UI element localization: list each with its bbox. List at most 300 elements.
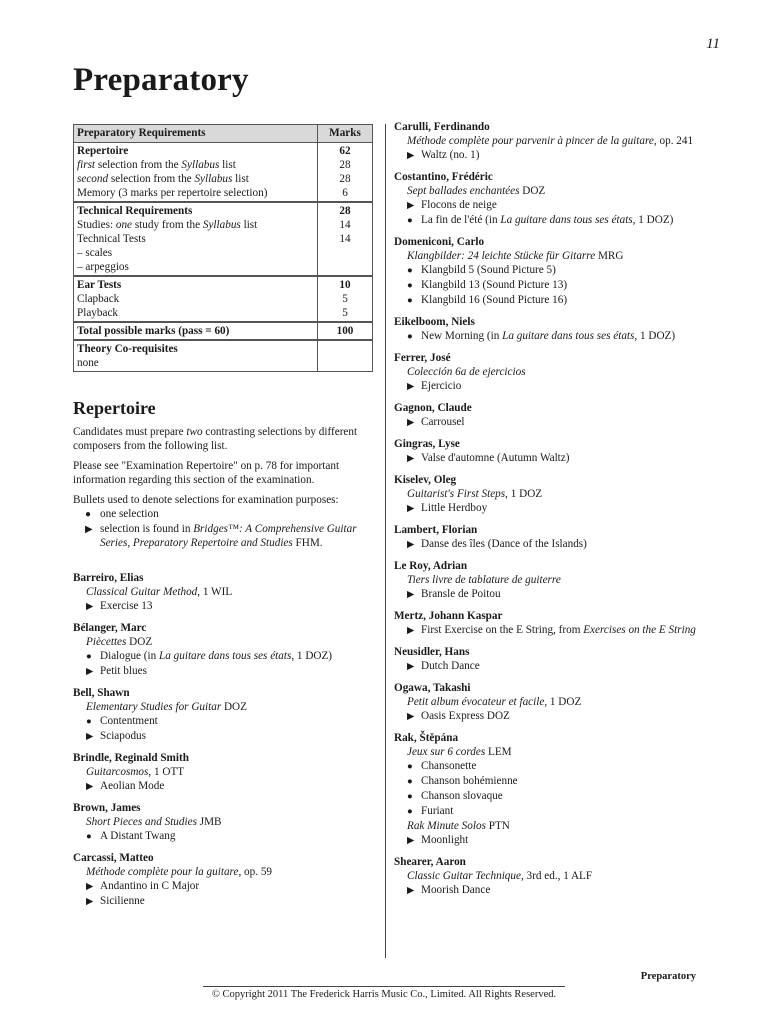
composer-name: Eikelboom, Niels <box>394 316 475 328</box>
triangle-icon: ▶ <box>86 882 94 892</box>
first-selection-marks: 28 <box>339 159 351 171</box>
source-title: Jeux sur 6 cordes <box>407 746 486 758</box>
source-line <box>73 585 378 599</box>
source-line <box>394 869 719 883</box>
repertoire-requirement-title: Repertoire <box>77 145 129 157</box>
piece-title <box>421 213 719 227</box>
source-line <box>394 573 719 587</box>
triangle-icon: ▶ <box>407 382 415 392</box>
source-title: Classical Guitar Method <box>86 586 198 598</box>
piece-item <box>73 649 378 664</box>
source-title: Méthode complète pour la guitare <box>86 866 239 878</box>
table-row <box>74 202 373 276</box>
repertoire-intro <box>73 425 378 550</box>
triangle-icon: ▶ <box>407 590 415 600</box>
repertoire-marks-cell <box>318 143 373 203</box>
legend-one-text: one selection <box>100 508 159 520</box>
technical-marks: 28 <box>339 205 351 217</box>
total-marks-cell <box>318 322 373 340</box>
intro-paragraph: Bullets used to denote selections for examination purposes: <box>73 494 339 506</box>
clapback-line: Clapback <box>77 293 120 305</box>
composer-name: Shearer, Aaron <box>394 856 466 868</box>
piece-text: Klangbild 16 (Sound Picture 16) <box>421 294 568 306</box>
piece-item <box>394 833 719 848</box>
studies-c: study from the <box>132 219 203 231</box>
composer-entry <box>73 571 378 614</box>
legend-bridges <box>73 522 378 550</box>
source-line <box>73 635 378 649</box>
composer-entry <box>394 401 719 430</box>
piece-text: New Morning (in <box>421 330 503 342</box>
piece-item <box>394 789 719 804</box>
piece-item <box>73 779 378 794</box>
source-title: Tiers livre de tablature de guiterre <box>407 574 561 586</box>
legend-bridges-a: selection is found in <box>100 523 194 535</box>
table-row <box>74 143 373 203</box>
composer-entry <box>73 621 378 679</box>
composer-name: Ogawa, Takashi <box>394 682 471 694</box>
repertoire-marks: 62 <box>339 145 351 157</box>
technical-marks-cell <box>318 202 373 276</box>
memory-marks: 6 <box>342 187 348 199</box>
theory-title: Theory Co-requisites <box>77 343 178 355</box>
composer-name: Carcassi, Matteo <box>73 852 154 864</box>
piece-title <box>421 587 719 601</box>
theory-cell <box>74 340 318 372</box>
composer-entry <box>394 235 719 308</box>
source-details: , 1 WIL <box>197 586 233 598</box>
total-cell <box>74 322 318 340</box>
piece-item <box>394 198 719 213</box>
bullet-icon: ● <box>407 762 413 772</box>
first-selection-c: Syllabus <box>181 159 220 171</box>
triangle-icon: ▶ <box>407 151 415 161</box>
piece-title <box>421 501 719 515</box>
requirements-header: Preparatory Requirements <box>74 125 318 143</box>
source-details: , 1 DOZ <box>544 696 582 708</box>
piece-text: Klangbild 13 (Sound Picture 13) <box>421 279 568 291</box>
piece-text: Dutch Dance <box>421 660 480 672</box>
piece-title <box>100 664 378 678</box>
second-selection-a: second <box>77 173 109 185</box>
bullet-icon: ● <box>86 832 92 842</box>
composer-name: Neusidler, Hans <box>394 646 470 658</box>
piece-text: Contentment <box>100 715 158 727</box>
piece-text: Moonlight <box>421 834 469 846</box>
piece-title <box>421 329 719 343</box>
piece-title <box>100 779 378 793</box>
piece-item <box>394 451 719 466</box>
bullet-icon: ● <box>86 652 92 662</box>
piece-title <box>421 278 719 292</box>
source-title: Elementary Studies for Guitar <box>86 701 222 713</box>
source-title: Piècettes <box>86 636 127 648</box>
composer-entry <box>394 681 719 724</box>
intro-paragraph <box>73 425 378 453</box>
piece-collection: La guitare dans tous ses états, <box>502 330 638 342</box>
piece-text: Chanson bohémienne <box>421 775 518 787</box>
composer-name: Barreiro, Elias <box>73 572 144 584</box>
bullet-icon: ● <box>407 807 413 817</box>
composer-name: Lambert, Florian <box>394 524 478 536</box>
source-details: , 1 DOZ <box>505 488 543 500</box>
piece-title <box>421 293 719 307</box>
bullet-icon: ● <box>85 509 92 520</box>
piece-collection: Exercises on the E String <box>583 624 696 636</box>
source-line <box>73 700 378 714</box>
composer-entry <box>394 523 719 552</box>
piece-item <box>394 329 719 344</box>
source-title: Klangbilder: 24 leichte Stücke für Gitarre <box>407 250 596 262</box>
piece-title <box>421 659 719 673</box>
source-title: Méthode complète pour parvenir à pincer de la guitare <box>407 135 654 147</box>
piece-title <box>421 774 719 788</box>
composer-name: Brown, James <box>73 802 141 814</box>
source-details: , 1 OTT <box>148 766 185 778</box>
marks-header: Marks <box>318 125 373 143</box>
composer-list-left <box>73 571 378 916</box>
memory-line: Memory (3 marks per repertoire selection) <box>77 187 268 199</box>
triangle-icon: ▶ <box>407 454 415 464</box>
composer-entry <box>394 473 719 516</box>
piece-text: Aeolian Mode <box>100 780 165 792</box>
studies-marks: 14 <box>339 219 351 231</box>
composer-name: Costantino, Frédéric <box>394 171 493 183</box>
piece-text: Bransle de Poitou <box>421 588 501 600</box>
piece-title <box>421 198 719 212</box>
source-details: , op. 241 <box>653 135 694 147</box>
piece-title <box>421 451 719 465</box>
composer-name: Gingras, Lyse <box>394 438 460 450</box>
piece-text: Waltz (no. 1) <box>421 149 480 161</box>
triangle-icon: ▶ <box>407 504 415 514</box>
studies-e: list <box>240 219 258 231</box>
piece-text: Moorish Dance <box>421 884 491 896</box>
piece-item <box>394 774 719 789</box>
piece-text: Furiant <box>421 805 454 817</box>
piece-item <box>73 829 378 844</box>
piece-title <box>421 537 719 551</box>
triangle-icon: ▶ <box>86 602 94 612</box>
composer-name: Kiselev, Oleg <box>394 474 457 486</box>
table-row <box>74 322 373 340</box>
piece-item <box>394 415 719 430</box>
piece-title <box>100 714 378 728</box>
piece-text: Chanson slovaque <box>421 790 503 802</box>
piece-collection: La guitare dans tous ses états <box>159 650 292 662</box>
piece-item <box>394 804 719 819</box>
composer-entry <box>394 315 719 344</box>
source-details: DOZ <box>126 636 153 648</box>
triangle-icon: ▶ <box>407 201 415 211</box>
piece-text: First Exercise on the E String, from <box>421 624 584 636</box>
para1-a: Candidates must prepare <box>73 426 187 438</box>
page-title: Preparatory <box>73 62 249 98</box>
piece-item <box>394 709 719 724</box>
table-row <box>74 276 373 322</box>
piece-title <box>421 759 719 773</box>
piece-title <box>100 729 378 743</box>
piece-item <box>394 587 719 602</box>
triangle-icon: ▶ <box>407 712 415 722</box>
source-line <box>73 765 378 779</box>
source-line <box>394 249 719 263</box>
triangle-icon: ▶ <box>86 667 94 677</box>
source-details: , op. 59 <box>238 866 273 878</box>
piece-item <box>73 714 378 729</box>
piece-text: Carrousel <box>421 416 465 428</box>
first-selection-d: list <box>219 159 236 171</box>
piece-item <box>394 263 719 278</box>
triangle-icon: ▶ <box>407 418 415 428</box>
piece-item <box>394 501 719 516</box>
bullet-icon: ● <box>407 216 413 226</box>
composer-entry <box>394 437 719 466</box>
piece-item <box>73 664 378 679</box>
piece-item <box>73 879 378 894</box>
piece-title <box>421 833 719 847</box>
ear-tests-cell <box>74 276 318 322</box>
source-line <box>394 184 719 198</box>
table-row <box>74 340 373 372</box>
composer-entry <box>394 559 719 602</box>
technical-requirements-cell <box>74 202 318 276</box>
piece-title <box>421 709 719 723</box>
source-line <box>394 695 719 709</box>
first-selection-a: first <box>77 159 96 171</box>
ear-tests-title: Ear Tests <box>77 279 122 291</box>
bullet-icon: ● <box>407 266 413 276</box>
triangle-icon: ▶ <box>85 524 93 535</box>
triangle-icon: ▶ <box>407 836 415 846</box>
piece-item <box>394 759 719 774</box>
piece-text-after: 1 DOZ) <box>637 330 676 342</box>
composer-name: Mertz, Johann Kaspar <box>394 610 503 622</box>
piece-text: Danse des îles (Dance of the Islands) <box>421 538 587 550</box>
ear-tests-marks: 10 <box>339 279 351 291</box>
composer-entry <box>73 801 378 844</box>
source-line <box>394 365 719 379</box>
piece-title <box>421 883 719 897</box>
legend-bridges-b: Bridges™: A Comprehensive Guitar Series, Preparatory Repertoire and Studies <box>100 523 357 549</box>
piece-title <box>100 879 378 893</box>
source-title: Classic Guitar Technique <box>407 870 521 882</box>
piece-title <box>421 623 719 637</box>
source-details: PTN <box>485 820 510 832</box>
piece-item <box>394 293 719 308</box>
source-line <box>394 134 719 148</box>
piece-text: Andantino in C Major <box>100 880 200 892</box>
piece-title <box>421 379 719 393</box>
piece-item <box>394 659 719 674</box>
piece-title <box>100 649 378 663</box>
composer-entry <box>394 855 719 898</box>
studies-b: one <box>115 219 133 231</box>
piece-item <box>394 148 719 163</box>
source-title: Colección 6a de ejercicios <box>407 366 526 378</box>
total-marks: 100 <box>336 325 354 337</box>
requirements-table <box>73 124 373 372</box>
piece-text: Little Herdboy <box>421 502 488 514</box>
triangle-icon: ▶ <box>407 662 415 672</box>
source-title: Short Pieces and Studies <box>86 816 197 828</box>
piece-title <box>100 599 378 613</box>
studies-a: Studies: <box>77 219 116 231</box>
table-header-row <box>74 125 373 143</box>
arpeggios-line: – arpeggios <box>77 261 129 273</box>
legend-bridges-c: FHM. <box>292 537 323 549</box>
copyright: © Copyright 2011 The Frederick Harris Music Co., Limited. All Rights Reserved. <box>211 989 557 1000</box>
piece-title <box>421 789 719 803</box>
piece-text: Exercise 13 <box>100 600 153 612</box>
composer-entry <box>73 751 378 794</box>
clapback-marks: 5 <box>342 293 348 305</box>
piece-title <box>421 415 719 429</box>
composer-name: Bélanger, Marc <box>73 622 147 634</box>
triangle-icon: ▶ <box>407 540 415 550</box>
piece-title <box>100 829 378 843</box>
repertoire-heading: Repertoire <box>73 398 156 418</box>
second-selection-marks: 28 <box>339 173 351 185</box>
triangle-icon: ▶ <box>86 782 94 792</box>
intro-paragraph: Please see "Examination Repertoire" on p. 78 for important information regarding this section of the examination. <box>73 460 340 486</box>
piece-text: Ejercicio <box>421 380 462 392</box>
bullet-icon: ● <box>407 296 413 306</box>
piece-text-after: , 1 DOZ) <box>632 214 674 226</box>
triangle-icon: ▶ <box>86 732 94 742</box>
piece-text: A Distant Twang <box>100 830 176 842</box>
composer-entry <box>394 731 719 848</box>
source-line <box>394 487 719 501</box>
piece-text-after: , 1 DOZ) <box>291 650 333 662</box>
composer-name: Brindle, Reginald Smith <box>73 752 189 764</box>
composer-entry <box>73 851 378 909</box>
first-selection-b: selection from the <box>95 159 182 171</box>
source-line <box>394 745 719 759</box>
piece-text: Oasis Express DOZ <box>421 710 510 722</box>
composer-name: Gagnon, Claude <box>394 402 472 414</box>
piece-text: La fin de l'été (in <box>421 214 501 226</box>
theory-value: none <box>77 357 99 369</box>
page-number: 11 <box>706 36 720 52</box>
piece-item <box>394 883 719 898</box>
composer-list-right <box>394 120 719 905</box>
piece-item <box>394 213 719 228</box>
composer-entry <box>394 645 719 674</box>
source-title: Rak Minute Solos <box>407 820 486 832</box>
piece-item <box>73 599 378 614</box>
second-selection-line <box>77 172 314 186</box>
composer-entry <box>73 686 378 744</box>
piece-text: Sicilienne <box>100 895 145 907</box>
second-selection-b: selection from the <box>108 173 195 185</box>
bullet-icon: ● <box>86 717 92 727</box>
source-title: Guitarist's First Steps <box>407 488 506 500</box>
source-details: MRG <box>595 250 624 262</box>
piece-item <box>394 623 719 638</box>
piece-text: Petit blues <box>100 665 147 677</box>
composer-name: Ferrer, José <box>394 352 451 364</box>
bullet-icon: ● <box>407 792 413 802</box>
piece-item <box>394 379 719 394</box>
source-title: Guitarcosmos <box>86 766 149 778</box>
technical-tests-marks: 14 <box>339 233 351 245</box>
source-details: DOZ <box>221 701 247 713</box>
source-line <box>73 815 378 829</box>
repertoire-requirements-cell <box>74 143 318 203</box>
triangle-icon: ▶ <box>407 626 415 636</box>
legend-one-selection <box>73 507 378 522</box>
piece-text: Flocons de neige <box>421 199 497 211</box>
triangle-icon: ▶ <box>86 897 94 907</box>
triangle-icon: ▶ <box>407 886 415 896</box>
piece-collection: La guitare dans tous ses états <box>500 214 633 226</box>
para1-b: two <box>186 426 203 438</box>
playback-line: Playback <box>77 307 119 319</box>
bullet-icon: ● <box>407 777 413 787</box>
piece-item <box>394 537 719 552</box>
studies-d: Syllabus <box>202 219 241 231</box>
source-title: Petit album évocateur et facile <box>407 696 545 708</box>
source-title: Sept ballades enchantées <box>407 185 520 197</box>
scales-line: – scales <box>77 247 113 259</box>
composer-entry <box>394 170 719 228</box>
source-details: DOZ <box>519 185 546 197</box>
piece-item <box>73 729 378 744</box>
composer-name: Carulli, Ferdinando <box>394 121 490 133</box>
technical-tests-line: Technical Tests <box>77 233 146 245</box>
piece-text: Chansonette <box>421 760 477 772</box>
technical-requirement-title: Technical Requirements <box>77 205 193 217</box>
second-selection-c: Syllabus <box>194 173 233 185</box>
legend-bridges-text <box>100 522 378 550</box>
bullet-icon: ● <box>407 332 413 342</box>
piece-title <box>421 263 719 277</box>
composer-name: Domeniconi, Carlo <box>394 236 485 248</box>
source-line <box>73 865 378 879</box>
piece-text: Klangbild 5 (Sound Picture 5) <box>421 264 556 276</box>
composer-entry <box>394 351 719 394</box>
source-details: , 3rd ed., 1 ALF <box>520 870 593 882</box>
studies-line <box>77 218 314 232</box>
second-selection-d: list <box>232 173 249 185</box>
first-selection-line <box>77 158 314 172</box>
piece-title <box>421 148 719 162</box>
bullet-icon: ● <box>407 281 413 291</box>
piece-title <box>421 804 719 818</box>
source-line <box>394 819 719 833</box>
composer-entry <box>394 120 719 163</box>
ear-marks-cell <box>318 276 373 322</box>
theory-marks-cell <box>318 340 373 372</box>
composer-name: Rak, Štěpána <box>394 732 459 744</box>
piece-text: Dialogue (in <box>100 650 160 662</box>
playback-marks: 5 <box>342 307 348 319</box>
para1-c: contrasting selections by different composers from the following list. <box>73 426 358 452</box>
source-details: JMB <box>196 816 222 828</box>
source-details: LEM <box>485 746 512 758</box>
composer-entry <box>394 609 719 638</box>
composer-name: Le Roy, Adrian <box>394 560 468 572</box>
total-label: Total possible marks (pass = 60) <box>77 325 230 337</box>
piece-title <box>100 894 378 908</box>
footer-rule <box>203 986 565 987</box>
footer-section-label: Preparatory <box>640 971 696 982</box>
piece-text: Valse d'automne (Autumn Waltz) <box>421 452 570 464</box>
piece-text: Sciapodus <box>100 730 146 742</box>
piece-item <box>73 894 378 909</box>
composer-name: Bell, Shawn <box>73 687 130 699</box>
